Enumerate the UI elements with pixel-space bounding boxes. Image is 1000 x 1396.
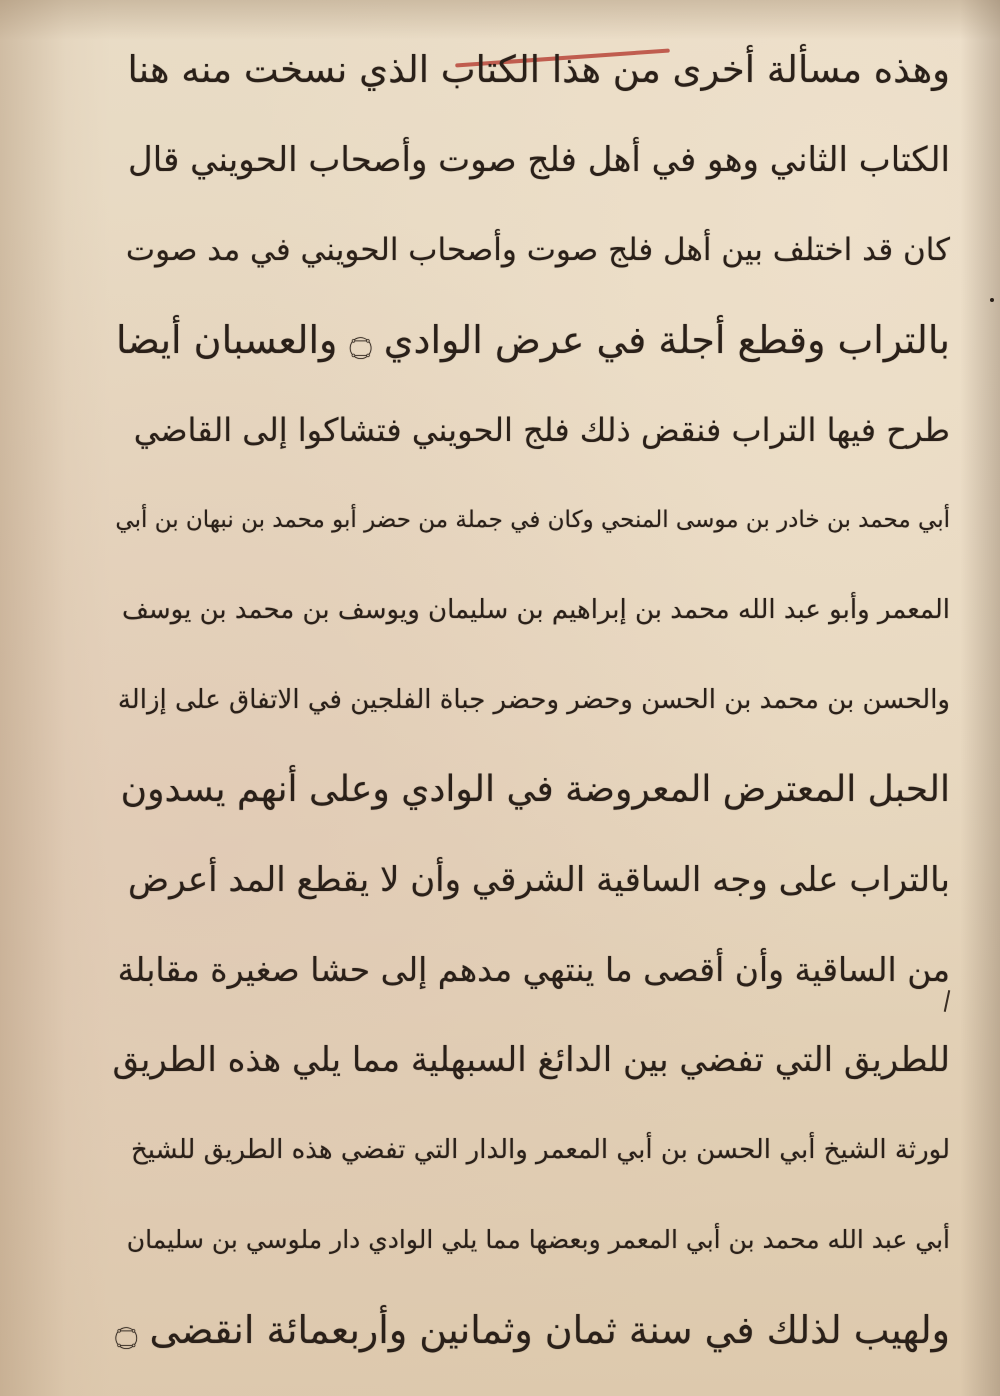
- manuscript-line-1: وهذه مسألة أخرى من هذا الكتاب الذي نسخت منه هنا: [127, 48, 950, 91]
- manuscript-text-block: [90, 18, 970, 1378]
- manuscript-line-11: من الساقية وأن أقصى ما ينتهي مدهم إلى حشا صغيرة مقابلة: [117, 950, 950, 989]
- manuscript-line-2: الكتاب الثاني وهو في أهل فلج صوت وأصحاب الحويني قال: [128, 140, 950, 180]
- manuscript-line-14: أبي عبد الله محمد بن أبي المعمر وبعضها مما يلي الوادي دار ملوسي بن سليمان: [126, 1225, 950, 1254]
- manuscript-line-10: بالتراب على وجه الساقية الشرقي وأن لا يقطع المد أعرض: [128, 860, 950, 900]
- manuscript-line-12: للطريق التي تفضي بين الدائغ السبهلية مما يلي هذه الطريق: [112, 1040, 950, 1080]
- manuscript-line-7: المعمر وأبو عبد الله محمد بن إبراهيم بن سليمان ويوسف بن محمد بن يوسف: [121, 595, 950, 625]
- manuscript-line-15: ولهيب لذلك في سنة ثمان وثمانين وأربعمائة انقضى ۝: [115, 1308, 950, 1352]
- manuscript-line-3: كان قد اختلف بين أهل فلج صوت وأصحاب الحويني في مد صوت: [125, 232, 950, 268]
- margin-dot-mark: [990, 298, 994, 302]
- manuscript-line-9: الحبل المعترض المعروضة في الوادي وعلى أنهم يسدون: [120, 769, 950, 810]
- manuscript-line-4: بالتراب وقطع أجلة في عرض الوادي ۝ والعسبان أيضا: [115, 318, 950, 362]
- manuscript-line-13: لورثة الشيخ أبي الحسن بن أبي المعمر والدار التي تفضي هذه الطريق للشيخ: [131, 1135, 950, 1165]
- manuscript-line-6: أبي محمد بن خادر بن موسى المنحي وكان في جملة من حضر أبو محمد بن نبهان بن أبي: [115, 507, 950, 533]
- manuscript-line-8: والحسن بن محمد بن الحسن وحضر وحضر جباة الفلجين في الاتفاق على إزالة: [117, 685, 950, 715]
- manuscript-line-5: طرح فيها التراب فنقض ذلك فلج الحويني فتشاكوا إلى القاضي: [133, 411, 950, 449]
